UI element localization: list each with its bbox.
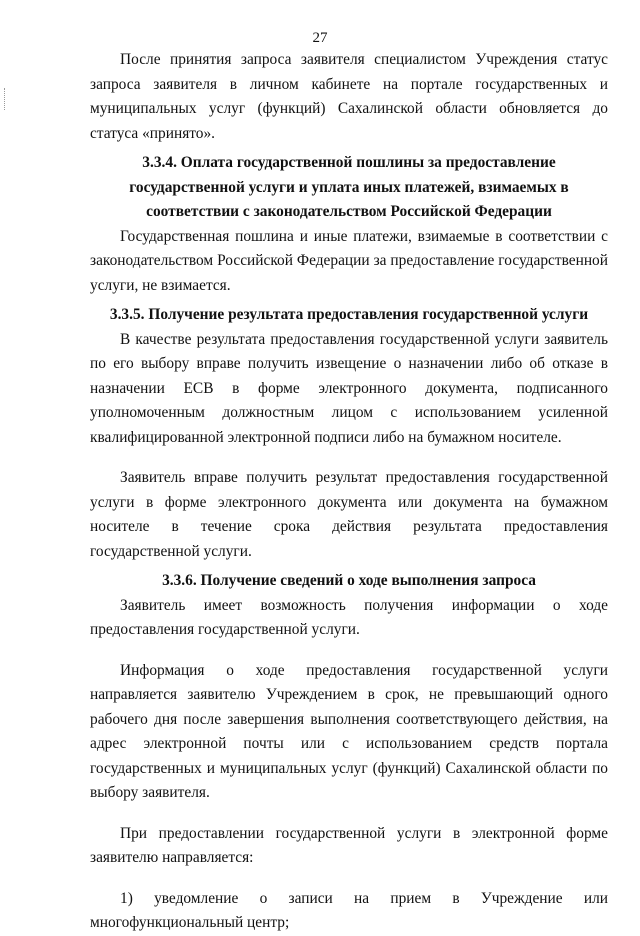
list-item-1: 1) уведомление о записи на прием в Учреждение или многофункциональный центр; (90, 889, 608, 931)
page-number: 27 (312, 30, 328, 46)
document-body (90, 48, 608, 936)
paragraph-electronic-form: При предоставлении государственной услуги в электронной форме заявителю направляется: (90, 824, 608, 866)
heading-3-3-4: 3.3.4. Оплата государственной пошлины за предоставление государственной услуги и уплата иных платежей, взимаемых в соответствии с законодательством Российской Федерации (129, 154, 569, 220)
heading-3-3-5: 3.3.5. Получение результата предоставления государственной услуги (109, 306, 589, 323)
paragraph-info-delivery: Информация о ходе предоставления государственной услуги направляется заявителю Учреждением в срок, не превышающий одного рабочего дня после завершения выполнения соответствующего действия, на адрес электронной почты или с использованием средств портала государственных и муниципальных услуг (функций) Сахалинской области по выбору заявителя. (90, 661, 608, 801)
paragraph-result-form: Заявитель вправе получить результат предоставления государственной услуги в форме электронного документа или документа на бумажном носителе в течение срока действия результата предоставления государственной услуги. (90, 469, 608, 560)
scan-edge-mark (4, 88, 7, 110)
paragraph-status-update: После принятия запроса заявителя специалистом Учреждения статус запроса заявителя в личном кабинете на портале государственных и муниципальных услуг (функций) Сахалинской области обновляется до статуса «принято». (90, 51, 608, 142)
paragraph-result-options: В качестве результата предоставления государственной услуги заявитель по его выбору вправе получить извещение о назначении либо об отказе в назначении ЕСВ в форме электронного документа, подписанного уполномоченным должностным лицом с использованием усиленной квалифицированной электронной подписи либо на бумажном носителе. (90, 330, 608, 446)
paragraph-info-possibility: Заявитель имеет возможность получения информации о ходе предоставления государственной услуги. (90, 596, 608, 638)
heading-3-3-6: 3.3.6. Получение сведений о ходе выполнения запроса (162, 572, 536, 589)
paragraph-fee: Государственная пошлина и иные платежи, взимаемые в соответствии с законодательством Российской Федерации за предоставление государственной услуги, не взимается. (90, 227, 608, 294)
